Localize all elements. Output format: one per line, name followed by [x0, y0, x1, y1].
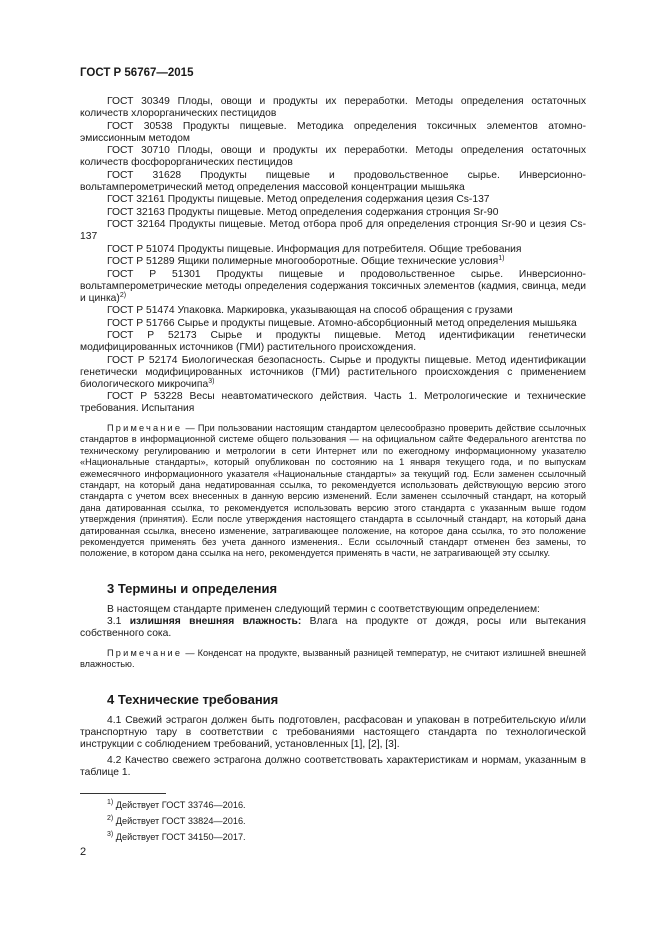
reference-item: ГОСТ 30349 Плоды, овощи и продукты их переработки. Методы определения остаточных количеств хлорорганических пестицидов [80, 96, 586, 119]
section-4-heading: 4 Технические требования [107, 691, 279, 707]
page-number: 2 [80, 846, 87, 858]
reference-item: ГОСТ Р 52173 Сырье и продукты пищевые. Метод идентификации генетически модифицированных источников (ГМИ) растительного происхождения. [80, 330, 586, 353]
reference-item: ГОСТ Р 53228 Весы неавтоматического действия. Часть 1. Метрологические и технические требования. Испытания [80, 391, 586, 414]
section-3-heading: 3 Термины и определения [107, 580, 278, 596]
note-label: Примечание [107, 647, 183, 658]
reference-item: ГОСТ Р 51766 Сырье и продукты пищевые. Атомно-абсорбционный метод определения мышьяка [107, 317, 577, 329]
footnote-divider [80, 793, 166, 794]
reference-item: ГОСТ 32161 Продукты пищевые. Метод определения содержания цезия Cs-137 [107, 194, 490, 205]
term-label: излишняя внешняя влажность: [129, 615, 302, 627]
reference-item: ГОСТ Р 51301 Продукты пищевые и продовольственное сырье. Инверсионно-вольтамперометрические методы определения содержания токсичных элементов (кадмия, свинца, меди и цинка)$^{2)}$ [80, 268, 586, 304]
footnote: $^{1)}$ Действует ГОСТ 33746—2016. [107, 798, 246, 810]
reference-item: ГОСТ Р 51074 Продукты пищевые. Информация для потребителя. Общие требования [107, 243, 522, 255]
section-3-intro: В настоящем стандарте применен следующий термин с соответствующим определением: [107, 603, 540, 615]
reference-item: ГОСТ 30538 Продукты пищевые. Методика определения токсичных элементов атомно-эмиссионным методом [80, 120, 586, 144]
reference-item: ГОСТ Р 51474 Упаковка. Маркировка, указывающая на способ обращения с грузами [107, 305, 513, 316]
document-header: ГОСТ Р 56767—2015 [80, 67, 194, 79]
note-references [80, 423, 586, 560]
footnote-ref: 3) [208, 377, 215, 385]
reference-item: ГОСТ 32163 Продукты пищевые. Метод определения содержания стронция Sr-90 [107, 206, 499, 218]
footnote-ref: 1) [498, 255, 505, 262]
reference-item: ГОСТ 30710 Плоды, овощи и продукты их переработки. Методы определения остаточных количеств фосфорорганических пестицидов [80, 145, 586, 168]
footnote: $^{3)}$ Действует ГОСТ 34150—2017. [107, 830, 246, 842]
paragraph-4-1: 4.1 Свежий эстрагон должен быть подготовлен, расфасован и упакован в потребительскую и/или транспортную тару в соответствии с требованиями настоящего стандарта по технологической инструкции с соблюдением требований, установленных [1], [2], [3]. [80, 714, 586, 750]
note-terms [80, 648, 586, 671]
footnote: $^{2)}$ Действует ГОСТ 33824—2016. [107, 814, 246, 826]
reference-item: ГОСТ Р 51289 Ящики полимерные многооборотные. Общие технические условия$^{1)}$ [107, 255, 505, 267]
page-content [80, 96, 586, 848]
reference-item: ГОСТ Р 52174 Биологическая безопасность. Сырье и продукты пищевые. Метод идентификации генетически модифицированных источников (ГМИ) растительного происхождения с применением биологического микрочипа$^{3)}$ [80, 354, 586, 390]
reference-item: ГОСТ 32164 Продукты пищевые. Метод отбора проб для определения стронция Sr-90 и цезия Cs-137 [80, 219, 586, 242]
footnote-ref: 2) [119, 291, 127, 299]
note-text: — Конденсат на продукте, вызванный разницей температур, не считают излишней внешней влажностью. [80, 647, 586, 670]
reference-item: ГОСТ 31628 Продукты пищевые и продовольственное сырье. Инверсионно-вольтамперометрический метод определения массовой концентрации мышьяка [80, 169, 586, 193]
note-text: — При пользовании настоящим стандартом целесообразно проверить действие ссылочных стандартов в информационной системе общего пользования — на официальном сайте Федерального агентства по техническому регулированию и метрологии в сети Интернет или по ежегодному информационному указателю «Национальные стандарты», который опубликован по состоянию на 1 января текущего года, и по выпускам ежемесячного информационного указателя «Национальные стандарты» за текущий год. Если заменен ссылочный стандарт, на который дана недатированная ссылка, то рекомендуется использовать действующую версию этого стандарта с учетом всех внесенных в данную версию изменений. Если заменен ссылочный стандарт, на который дана датированная ссылка, то рекомендуется использовать версию этого стандарта с указанным выше годом утверждения (принятия). Если после утверждения настоящего стандарта в ссылочный стандарт, на который дана датированная ссылка, внесено изменение, затрагивающее положение, на которое дана ссылка, то это положение рекомендуется применять без учета данного изменения.. Если ссылочный стандарт отменен без замены, то положение, в котором дана ссылка на него, рекомендуется применять в части, не затрагивающей эту ссылку. [80, 423, 586, 559]
term-definition: 3.1 излишняя внешняя влажность: Влага на продукте от дождя, росы или вытекания собственного сока. [80, 615, 586, 639]
paragraph-4-2: 4.2 Качество свежего эстрагона должно соответствовать характеристикам и нормам, указанным в таблице 1. [80, 754, 586, 778]
note-label: Примечание [107, 423, 183, 433]
